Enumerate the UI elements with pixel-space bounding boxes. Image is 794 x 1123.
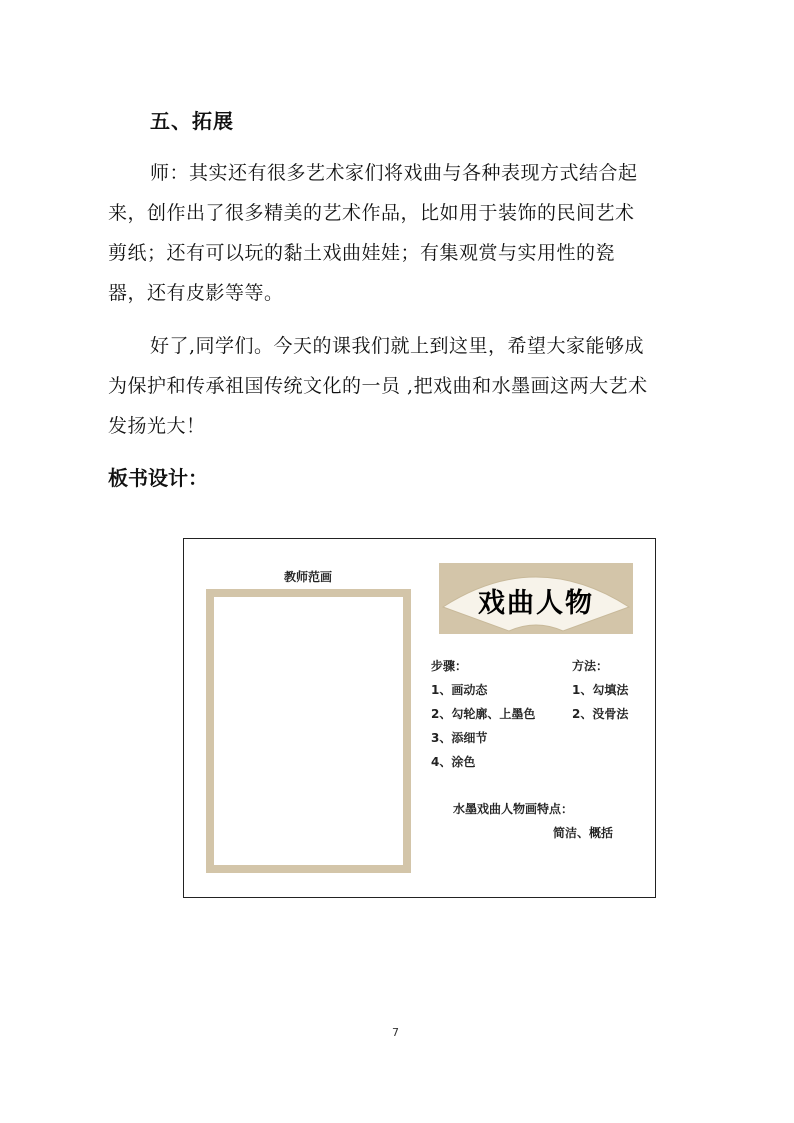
board-design-figure: [183, 538, 656, 898]
paragraph-2: [108, 326, 698, 446]
step-item: 2、勾轮廓、上墨色: [431, 707, 536, 721]
paragraph-1-line: 剪纸；还有可以玩的黏土戏曲娃娃；有集观赏与实用性的瓷: [108, 242, 616, 264]
paragraph-2-line: 好了,同学们。今天的课我们就上到这里，希望大家能够成: [150, 335, 645, 357]
features-title: 水墨戏曲人物画特点：: [453, 802, 574, 816]
paragraph-1-line: 器，还有皮影等等。: [108, 282, 284, 304]
teacher-demo-title: 教师范画: [284, 570, 333, 584]
fan-banner: [439, 563, 633, 634]
paragraph-2-line: 发扬光大！: [108, 415, 206, 437]
step-item: 3、添细节: [431, 731, 488, 745]
fan-title: 戏曲人物: [478, 588, 594, 619]
step-item: 1、画动态: [431, 683, 488, 697]
steps-title: 步骤：: [431, 659, 468, 673]
section-heading: 五、拓展: [150, 109, 234, 133]
method-item: 1、勾填法: [572, 683, 629, 697]
methods-title: 方法：: [572, 659, 609, 673]
paragraph-1-line: 师：其实还有很多艺术家们将戏曲与各种表现方式结合起: [150, 162, 638, 184]
features-value: 简洁、概括: [553, 826, 614, 840]
page-number: 7: [392, 1026, 399, 1039]
teacher-demo-frame: [206, 589, 411, 873]
paragraph-1: [108, 153, 698, 313]
step-item: 4、涂色: [431, 755, 476, 769]
paragraph-2-line: 为保护和传承祖国传统文化的一员 ,把戏曲和水墨画这两大艺术: [108, 375, 648, 397]
paragraph-1-line: 来，创作出了很多精美的艺术作品，比如用于装饰的民间艺术: [108, 202, 635, 224]
method-item: 2、没骨法: [572, 707, 629, 721]
board-design-label: 板书设计：: [108, 466, 208, 490]
